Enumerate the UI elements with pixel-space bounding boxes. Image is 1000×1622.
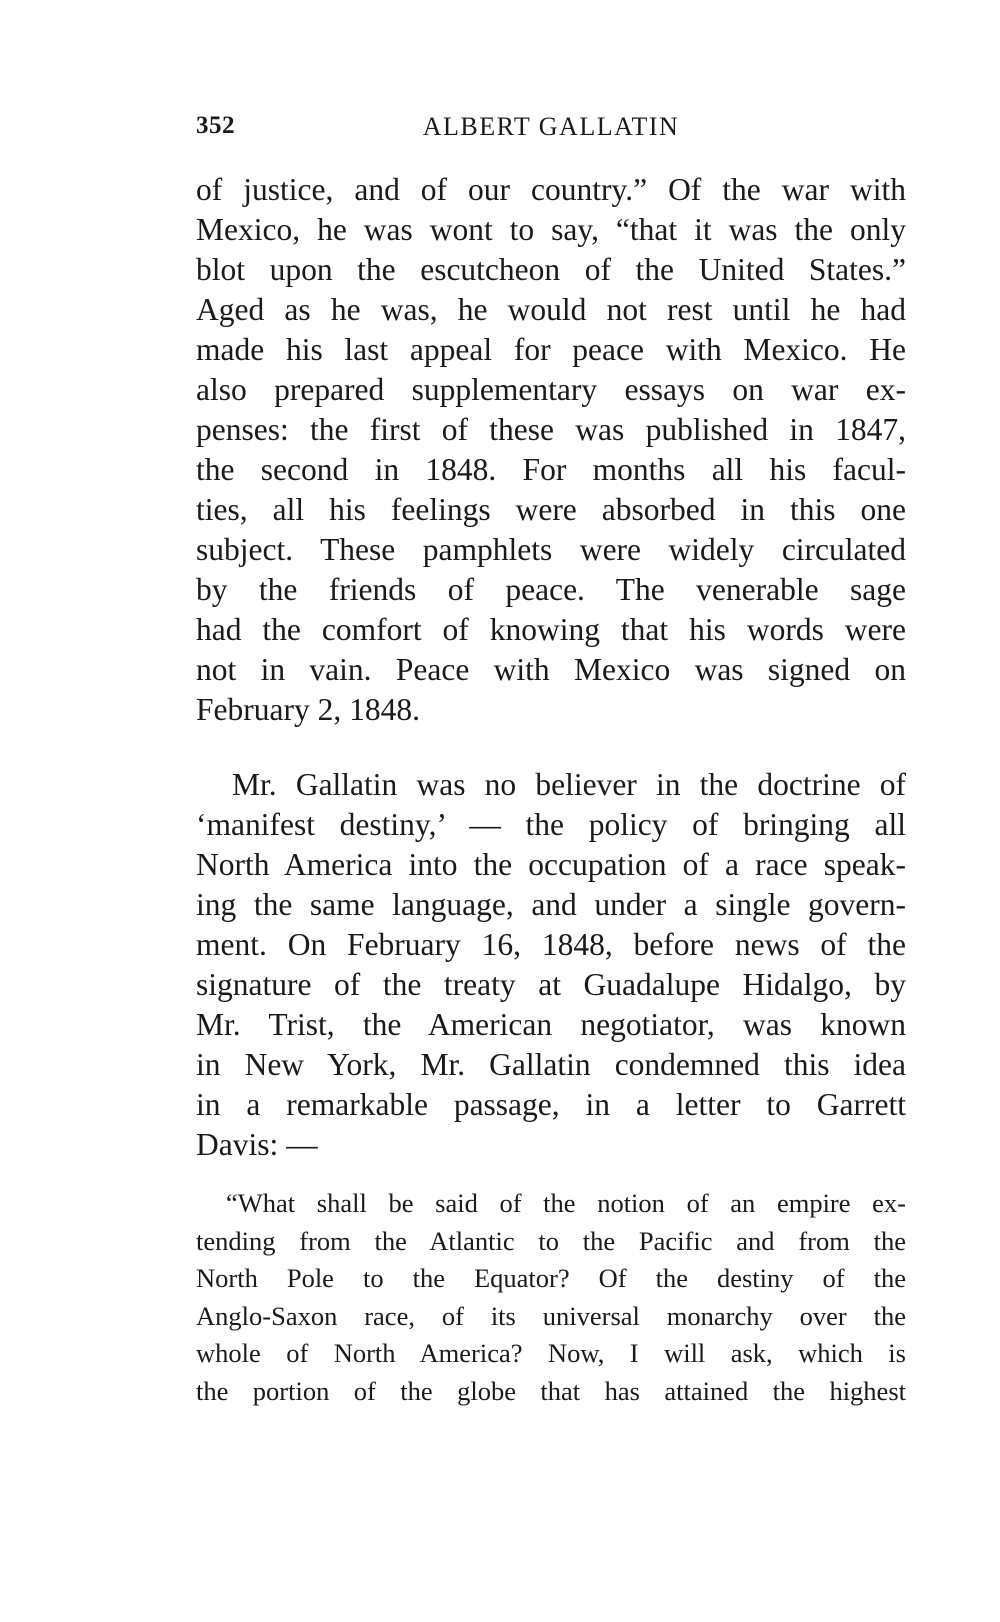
running-title: ALBERT GALLATIN: [422, 112, 680, 141]
text-line: not in vain. Peace with Mexico was signed on: [196, 652, 906, 687]
text-line: signature of the treaty at Guadalupe Hidalgo, by: [196, 967, 906, 1002]
text-line: by the friends of peace. The venerable sage: [196, 572, 906, 607]
quote-line: “What shall be said of the notion of an empire ex-: [226, 1188, 906, 1218]
text-line: subject. These pamphlets were widely circulated: [196, 532, 906, 567]
page-number: 352: [196, 112, 235, 139]
text-line: Mexico, he was wont to say, “that it was the only: [196, 212, 906, 247]
text-line: North America into the occupation of a race speak-: [196, 847, 906, 882]
quote-line: the portion of the globe that has attained the highest: [196, 1375, 906, 1406]
text-line: Mr. Trist, the American negotiator, was known: [196, 1007, 906, 1042]
quote-line: North Pole to the Equator? Of the destiny of the: [196, 1263, 906, 1293]
quote-line: whole of North America? Now, I will ask, which is: [196, 1338, 906, 1368]
quote-line: Anglo-Saxon race, of its universal monarchy over the: [196, 1300, 906, 1331]
page-header: [196, 112, 906, 152]
text-line: the second in 1848. For months all his facul-: [196, 452, 906, 487]
text-line: blot upon the escutcheon of the United States.”: [196, 252, 906, 287]
quote-line: tending from the Atlantic to the Pacific and from the: [196, 1225, 906, 1256]
text-line: Davis: —: [196, 1127, 318, 1162]
paragraph-war-with-mexico: [196, 170, 906, 730]
text-line: of justice, and of our country.” Of the war with: [196, 172, 906, 207]
text-line: ing the same language, and under a single govern-: [196, 887, 906, 922]
text-line: ‘manifest destiny,’ — the policy of bringing all: [196, 807, 906, 842]
block-quotation: [196, 1185, 906, 1410]
text-line: penses: the first of these was published in 1847,: [196, 412, 906, 447]
text-line: made his last appeal for peace with Mexico. He: [196, 332, 906, 367]
text-line: ties, all his feelings were absorbed in this one: [196, 492, 906, 527]
text-line: in a remarkable passage, in a letter to Garrett: [196, 1087, 906, 1122]
text-line: Aged as he was, he would not rest until he had: [196, 292, 906, 327]
text-line: Mr. Gallatin was no believer in the doctrine of: [232, 767, 906, 802]
text-line: in New York, Mr. Gallatin condemned this idea: [196, 1047, 906, 1082]
paragraph-manifest-destiny: [196, 765, 906, 1165]
text-line: February 2, 1848.: [196, 692, 420, 727]
text-line: also prepared supplementary essays on war ex-: [196, 372, 906, 407]
text-line: ment. On February 16, 1848, before news of the: [196, 927, 906, 962]
text-line: had the comfort of knowing that his words were: [196, 612, 906, 647]
